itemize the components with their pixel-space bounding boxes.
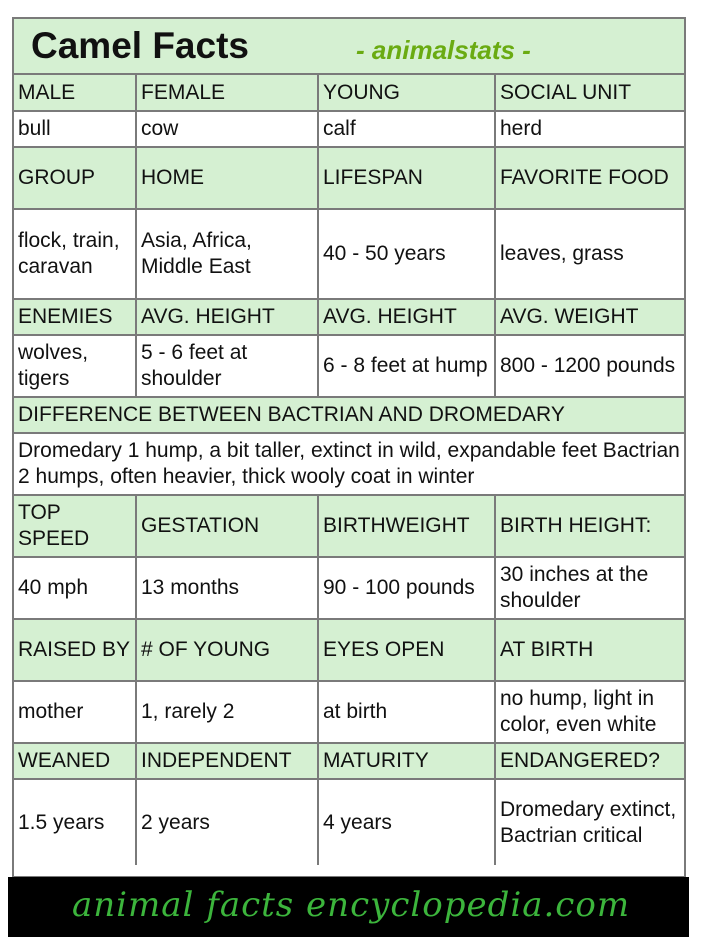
header-row — [14, 75, 684, 111]
field-value-cell: 4 years — [318, 779, 495, 865]
field-label-cell: INDEPENDENT — [136, 743, 318, 779]
header-row — [14, 299, 684, 335]
field-label-cell: DIFFERENCE BETWEEN BACTRIAN AND DROMEDARY — [14, 397, 684, 433]
field-value-cell: Dromedary extinct, Bactrian critical — [495, 779, 684, 865]
field-value-cell: 30 inches at the shoulder — [495, 557, 684, 619]
field-value-cell: 800 - 1200 pounds — [495, 335, 684, 397]
field-label-cell: AVG. HEIGHT — [318, 299, 495, 335]
field-label-cell: LIFESPAN — [318, 147, 495, 209]
header-row — [14, 743, 684, 779]
value-row — [14, 111, 684, 147]
value-row — [14, 209, 684, 299]
fact-card — [12, 17, 686, 878]
field-value-cell: leaves, grass — [495, 209, 684, 299]
field-label-cell: AVG. WEIGHT — [495, 299, 684, 335]
field-value-cell: Asia, Africa, Middle East — [136, 209, 318, 299]
header-row — [14, 495, 684, 557]
field-label-cell: GROUP — [14, 147, 136, 209]
field-label-cell: AT BIRTH — [495, 619, 684, 681]
field-value-cell: 5 - 6 feet at shoulder — [136, 335, 318, 397]
field-label-cell: EYES OPEN — [318, 619, 495, 681]
field-value-cell: bull — [14, 111, 136, 147]
header-row — [14, 147, 684, 209]
page-subtitle: - animalstats - — [356, 35, 531, 65]
title-bar — [14, 19, 684, 75]
field-label-cell: WEANED — [14, 743, 136, 779]
field-label-cell: MALE — [14, 75, 136, 111]
field-label-cell: YOUNG — [318, 75, 495, 111]
field-label-cell: FAVORITE FOOD — [495, 147, 684, 209]
value-row — [14, 335, 684, 397]
field-value-cell: 90 - 100 pounds — [318, 557, 495, 619]
field-label-cell: AVG. HEIGHT — [136, 299, 318, 335]
field-label-cell: TOP SPEED — [14, 495, 136, 557]
field-value-cell: cow — [136, 111, 318, 147]
field-label-cell: BIRTH HEIGHT: — [495, 495, 684, 557]
field-label-cell: MATURITY — [318, 743, 495, 779]
value-row — [14, 433, 684, 495]
field-value-cell: 1, rarely 2 — [136, 681, 318, 743]
facts-table — [14, 75, 684, 865]
field-value-cell: 40 - 50 years — [318, 209, 495, 299]
field-label-cell: ENEMIES — [14, 299, 136, 335]
field-label-cell: GESTATION — [136, 495, 318, 557]
footer-banner — [8, 877, 689, 937]
field-value-cell: 13 months — [136, 557, 318, 619]
field-value-cell: no hump, light in color, even white — [495, 681, 684, 743]
header-row — [14, 619, 684, 681]
field-value-cell: Dromedary 1 hump, a bit taller, extinct in wild, expandable feet Bactrian 2 humps, often heavier, thick wooly coat in winter — [14, 433, 684, 495]
field-value-cell: 40 mph — [14, 557, 136, 619]
field-label-cell: ENDANGERED? — [495, 743, 684, 779]
field-value-cell: calf — [318, 111, 495, 147]
field-label-cell: BIRTHWEIGHT — [318, 495, 495, 557]
field-value-cell: 1.5 years — [14, 779, 136, 865]
field-value-cell: 2 years — [136, 779, 318, 865]
field-value-cell: flock, train, caravan — [14, 209, 136, 299]
value-row — [14, 681, 684, 743]
field-label-cell: # OF YOUNG — [136, 619, 318, 681]
page-title: Camel Facts — [31, 25, 249, 66]
value-row — [14, 557, 684, 619]
field-label-cell: FEMALE — [136, 75, 318, 111]
field-label-cell: HOME — [136, 147, 318, 209]
field-value-cell: wolves, tigers — [14, 335, 136, 397]
field-value-cell: 6 - 8 feet at hump — [318, 335, 495, 397]
field-value-cell: mother — [14, 681, 136, 743]
footer-link[interactable]: animal facts encyclopedia.com — [72, 885, 631, 925]
field-label-cell: SOCIAL UNIT — [495, 75, 684, 111]
field-label-cell: RAISED BY — [14, 619, 136, 681]
header-row — [14, 397, 684, 433]
value-row — [14, 779, 684, 865]
field-value-cell: at birth — [318, 681, 495, 743]
field-value-cell: herd — [495, 111, 684, 147]
